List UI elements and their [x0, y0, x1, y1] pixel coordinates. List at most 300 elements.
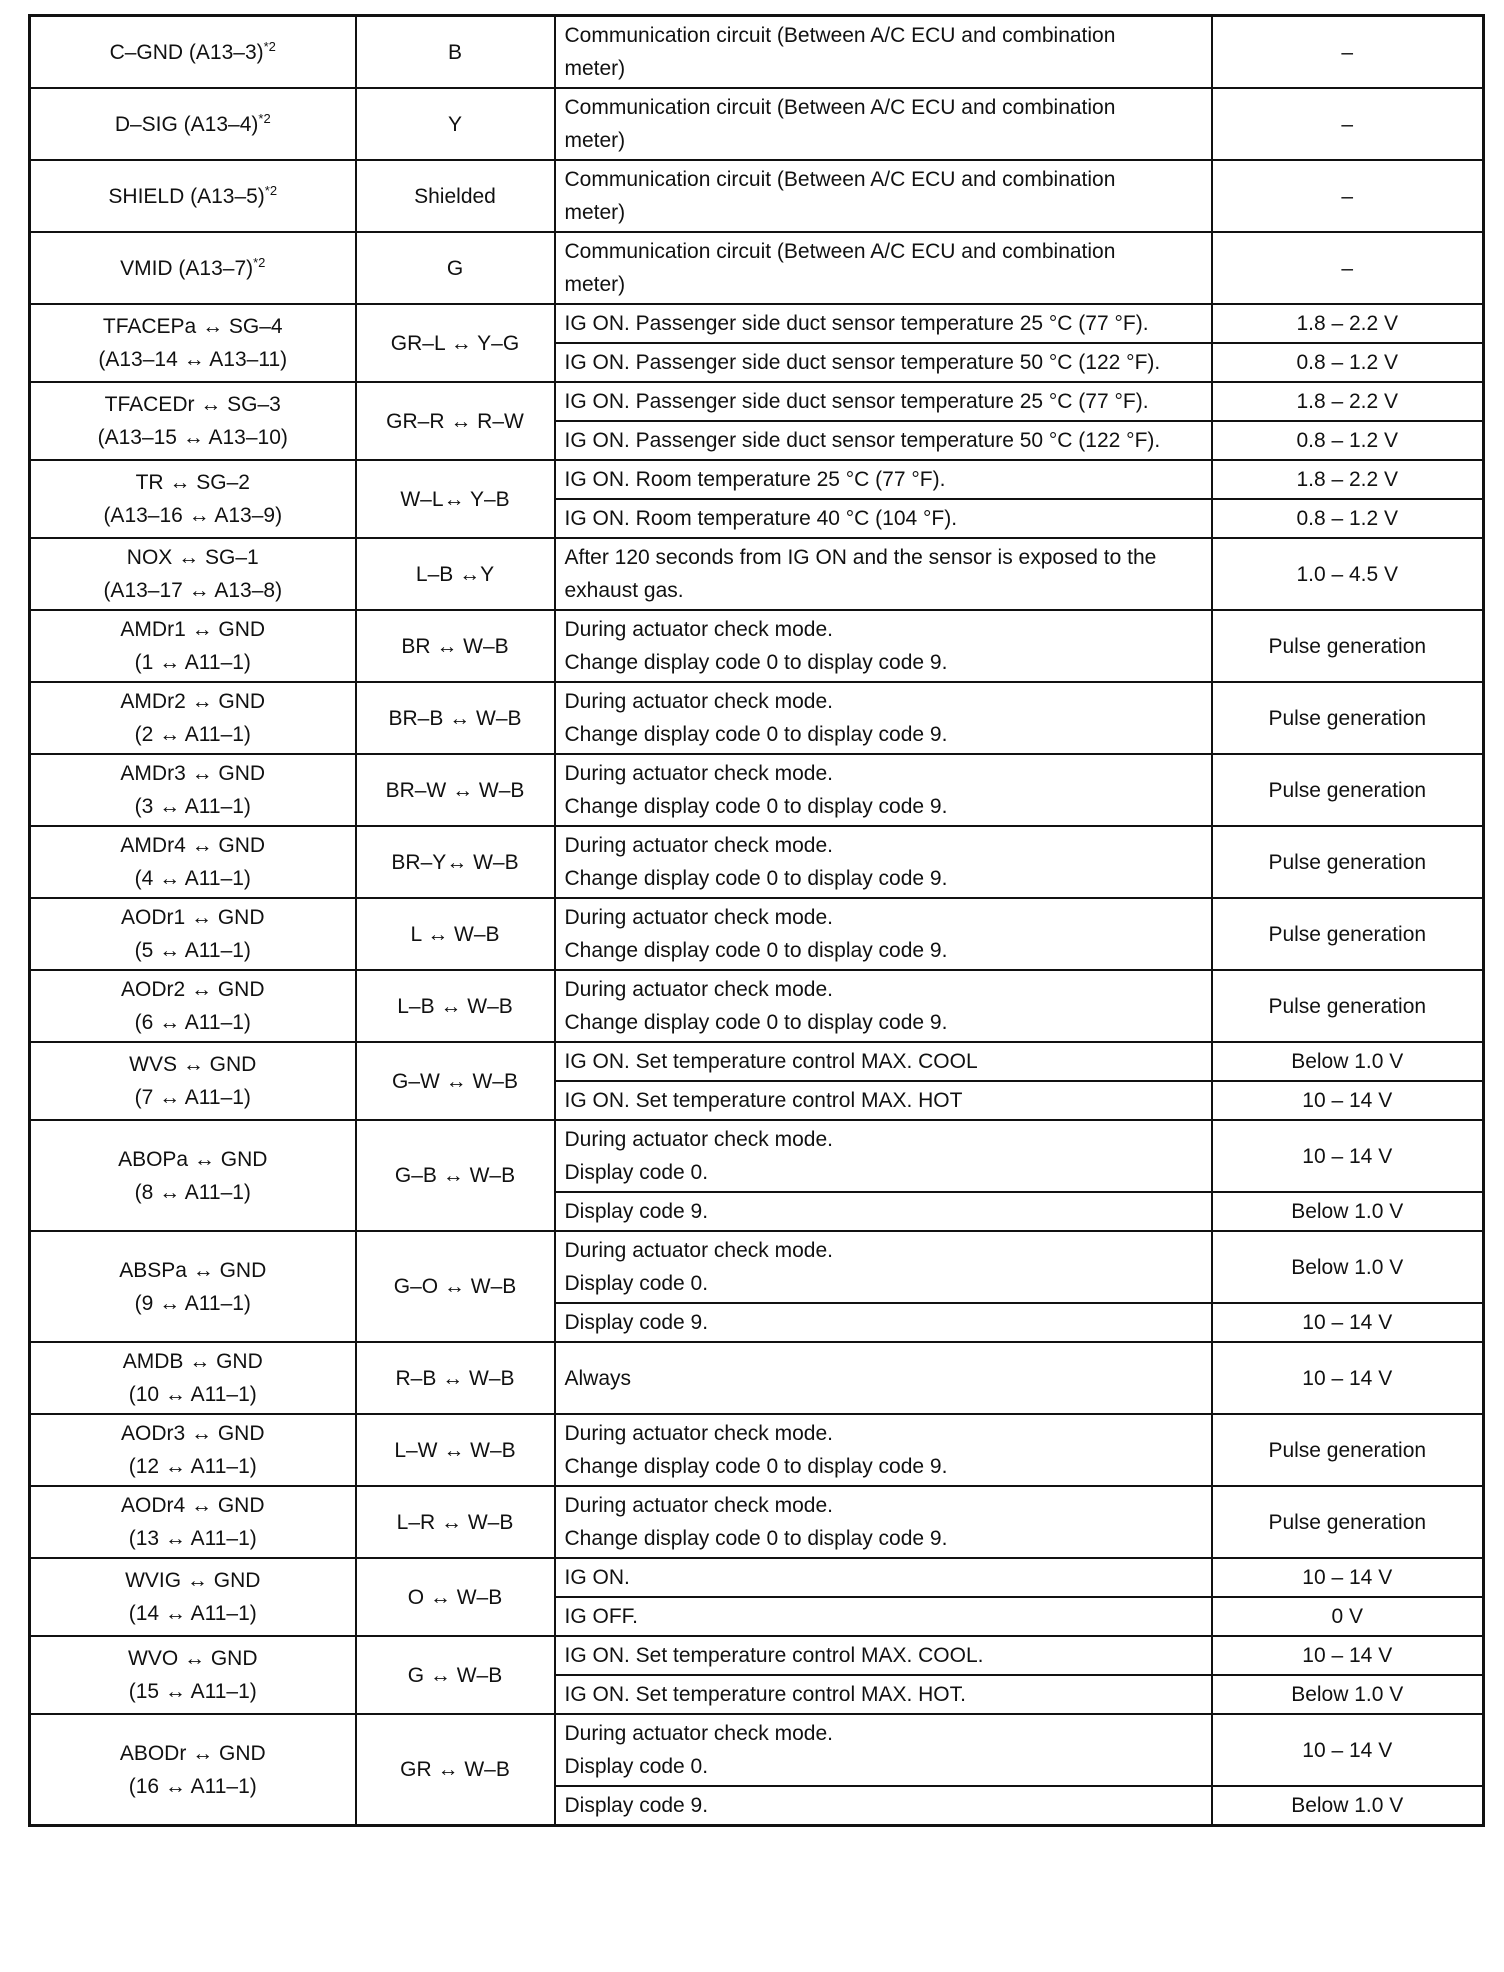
wiring-color-cell	[356, 232, 555, 304]
condition-line: Display code 0.	[564, 1161, 709, 1184]
wiring-color-cell	[356, 1042, 555, 1120]
terminal-line	[40, 1642, 346, 1675]
table-row	[30, 16, 1484, 89]
specified-condition-cell	[1212, 538, 1484, 610]
condition-cell	[555, 1120, 1212, 1192]
condition-line: Display code 9.	[564, 1200, 709, 1223]
terminal-text: C–GND (A13–3)	[109, 40, 264, 64]
specified-condition: 10 – 14 V	[1302, 1644, 1393, 1667]
terminal-line	[40, 790, 346, 823]
condition-line: Display code 0.	[564, 1755, 709, 1778]
terminal-text: (1 ↔ A11–1)	[134, 651, 251, 674]
specified-condition: Pulse generation	[1268, 994, 1427, 1018]
specified-condition-cell	[1212, 1486, 1484, 1558]
terminal-text: ABOPa ↔ GND	[118, 1147, 268, 1171]
condition-cell	[555, 499, 1212, 538]
specified-condition: 0.8 – 1.2 V	[1296, 429, 1399, 452]
terminal-line	[40, 1048, 346, 1081]
specified-condition-cell	[1212, 1120, 1484, 1192]
specified-condition-cell	[1212, 304, 1484, 343]
condition-line: During actuator check mode.	[564, 1128, 833, 1151]
terminal-line	[40, 934, 346, 967]
table-row	[30, 232, 1484, 304]
specified-condition-cell	[1212, 1081, 1484, 1120]
condition-cell	[555, 1486, 1212, 1558]
terminal-line	[40, 1378, 346, 1411]
condition-line: Display code 0.	[564, 1272, 709, 1295]
terminal-cell	[30, 304, 356, 382]
terminal-line	[40, 718, 346, 751]
terminal-line	[40, 829, 346, 862]
table-row	[30, 160, 1484, 232]
terminal-line	[40, 466, 346, 499]
specified-condition-cell	[1212, 1675, 1484, 1714]
terminal-text: (5 ↔ A11–1)	[134, 939, 251, 962]
condition-cell	[555, 88, 1212, 160]
condition-line: During actuator check mode.	[564, 762, 833, 785]
condition-cell	[555, 1042, 1212, 1081]
specified-condition: –	[1341, 112, 1354, 136]
terminal-line	[40, 1006, 346, 1039]
condition-cell	[555, 16, 1212, 89]
specified-condition: Pulse generation	[1268, 850, 1427, 874]
terminal-line	[40, 1450, 346, 1483]
condition-cell	[555, 1786, 1212, 1826]
specified-condition-cell	[1212, 421, 1484, 460]
specified-condition: 1.0 – 4.5 V	[1296, 562, 1399, 586]
specified-condition-cell	[1212, 682, 1484, 754]
specified-condition: 1.8 – 2.2 V	[1296, 312, 1399, 335]
specified-condition: 0 V	[1331, 1605, 1364, 1628]
terminal-line	[40, 388, 346, 421]
specified-condition-cell	[1212, 16, 1484, 89]
specified-condition-cell	[1212, 1786, 1484, 1826]
terminal-text: (7 ↔ A11–1)	[134, 1086, 251, 1109]
condition-line: IG ON. Set temperature control MAX. HOT.	[564, 1683, 966, 1706]
footnote-marker: *2	[263, 38, 276, 54]
specified-condition-cell	[1212, 1714, 1484, 1786]
specified-condition: 0.8 – 1.2 V	[1296, 507, 1399, 530]
condition-cell	[555, 1342, 1212, 1414]
condition-cell	[555, 1714, 1212, 1786]
condition-line: exhaust gas.	[564, 579, 684, 602]
specified-condition-cell	[1212, 754, 1484, 826]
condition-cell	[555, 682, 1212, 754]
condition-cell	[555, 160, 1212, 232]
terminal-line	[40, 310, 346, 343]
condition-line: IG ON. Set temperature control MAX. COOL	[564, 1050, 978, 1073]
specified-condition-cell	[1212, 232, 1484, 304]
wiring-color-cell	[356, 898, 555, 970]
wiring-color-cell	[356, 1486, 555, 1558]
terminal-line	[40, 1522, 346, 1555]
condition-line: IG ON. Passenger side duct sensor temperature 25 °C (77 °F).	[564, 312, 1149, 335]
condition-cell	[555, 1636, 1212, 1675]
table-row	[30, 460, 1484, 499]
specified-condition: 1.8 – 2.2 V	[1296, 390, 1399, 413]
table-row	[30, 1042, 1484, 1081]
condition-cell	[555, 970, 1212, 1042]
terminal-text: (16 ↔ A11–1)	[128, 1774, 257, 1798]
wiring-color: BR ↔ W–B	[401, 634, 509, 658]
terminal-text: (8 ↔ A11–1)	[134, 1180, 251, 1204]
terminal-text: TFACEDr ↔ SG–3	[104, 393, 281, 416]
specified-condition: Below 1.0 V	[1291, 1683, 1404, 1706]
condition-cell	[555, 1231, 1212, 1303]
wiring-color: Shielded	[414, 184, 496, 208]
wiring-color-cell	[356, 1636, 555, 1714]
terminal-cell	[30, 1042, 356, 1120]
wiring-color: B	[447, 40, 462, 64]
specified-condition: Below 1.0 V	[1291, 1255, 1404, 1279]
specified-condition-cell	[1212, 499, 1484, 538]
terminal-cell	[30, 460, 356, 538]
terminal-text: (12 ↔ A11–1)	[128, 1455, 257, 1478]
terminal-cell	[30, 1231, 356, 1342]
terminal-cell	[30, 1636, 356, 1714]
specified-condition-cell	[1212, 1636, 1484, 1675]
condition-cell	[555, 538, 1212, 610]
condition-cell	[555, 754, 1212, 826]
terminal-line	[40, 1287, 346, 1320]
condition-line: IG ON. Passenger side duct sensor temperature 50 °C (122 °F).	[564, 429, 1161, 452]
wiring-color-cell	[356, 682, 555, 754]
condition-line: IG ON. Room temperature 25 °C (77 °F).	[564, 468, 946, 491]
condition-line: During actuator check mode.	[564, 618, 833, 641]
terminal-cell	[30, 88, 356, 160]
table-row	[30, 304, 1484, 343]
specified-condition: Below 1.0 V	[1291, 1050, 1404, 1073]
table-row	[30, 382, 1484, 421]
specified-condition: Below 1.0 V	[1291, 1794, 1404, 1817]
condition-cell	[555, 1303, 1212, 1342]
condition-cell	[555, 421, 1212, 460]
terminal-text: ABODr ↔ GND	[119, 1741, 266, 1765]
terminal-cell	[30, 232, 356, 304]
terminal-cell	[30, 1414, 356, 1486]
terminal-text: NOX ↔ SG–1	[126, 546, 259, 569]
specified-condition-cell	[1212, 460, 1484, 499]
terminal-line	[40, 1176, 346, 1209]
specified-condition: –	[1341, 256, 1354, 280]
terminal-line	[40, 1675, 346, 1708]
specified-condition-cell	[1212, 1303, 1484, 1342]
wiring-color-cell	[356, 754, 555, 826]
condition-line: Communication circuit (Between A/C ECU and combination	[564, 168, 1116, 191]
condition-line: IG ON. Set temperature control MAX. COOL.	[564, 1644, 984, 1667]
terminal-line	[40, 499, 346, 532]
terminal-text: AODr1 ↔ GND	[120, 906, 265, 929]
specified-condition: 10 – 14 V	[1302, 1566, 1393, 1589]
table-row	[30, 1342, 1484, 1414]
table-row	[30, 754, 1484, 826]
specified-condition-cell	[1212, 610, 1484, 682]
specified-condition: Pulse generation	[1268, 706, 1427, 730]
condition-line: During actuator check mode.	[564, 906, 833, 929]
wiring-color-cell	[356, 610, 555, 682]
terminal-text: ABSPa ↔ GND	[119, 1258, 267, 1282]
condition-line: Display code 9.	[564, 1794, 709, 1817]
specified-condition-cell	[1212, 898, 1484, 970]
condition-line: IG ON. Room temperature 40 °C (104 °F).	[564, 507, 958, 530]
specified-condition: Pulse generation	[1268, 1438, 1427, 1462]
wiring-color-cell	[356, 304, 555, 382]
condition-line: Change display code 0 to display code 9.	[564, 651, 948, 674]
specified-condition-cell	[1212, 826, 1484, 898]
wiring-color: L–R ↔ W–B	[396, 1510, 514, 1534]
wiring-color: G ↔ W–B	[407, 1663, 503, 1687]
specified-condition-cell	[1212, 382, 1484, 421]
wiring-color: GR–L ↔ Y–G	[390, 331, 520, 355]
wiring-color: L–B ↔ W–B	[397, 994, 513, 1018]
table-row	[30, 538, 1484, 610]
condition-line: During actuator check mode.	[564, 1722, 833, 1745]
wiring-color-cell	[356, 1414, 555, 1486]
wiring-color: G	[446, 256, 464, 280]
specified-condition: Pulse generation	[1268, 634, 1427, 658]
terminal-line	[40, 862, 346, 895]
wiring-color-cell	[356, 538, 555, 610]
terminal-text: TFACEPa ↔ SG–4	[102, 315, 283, 338]
specified-condition: 0.8 – 1.2 V	[1296, 351, 1399, 374]
terminal-cell	[30, 1558, 356, 1636]
terminal-line	[40, 1081, 346, 1114]
specified-condition-cell	[1212, 1558, 1484, 1597]
wiring-color-cell	[356, 1231, 555, 1342]
terminal-text: (13 ↔ A11–1)	[128, 1527, 257, 1550]
specified-condition: 10 – 14 V	[1302, 1311, 1393, 1334]
table-row	[30, 1486, 1484, 1558]
terminal-text: AODr4 ↔ GND	[120, 1494, 265, 1517]
terminal-cell	[30, 538, 356, 610]
condition-line: Display code 9.	[564, 1311, 709, 1334]
specified-condition: –	[1341, 184, 1354, 208]
terminal-line	[40, 1489, 346, 1522]
terminal-text: AMDB ↔ GND	[122, 1350, 263, 1373]
condition-line: Communication circuit (Between A/C ECU and combination	[564, 240, 1116, 263]
wiring-color: BR–B ↔ W–B	[388, 706, 522, 730]
condition-cell	[555, 610, 1212, 682]
condition-cell	[555, 232, 1212, 304]
terminal-line	[40, 180, 346, 213]
terminal-line	[40, 901, 346, 934]
condition-line: During actuator check mode.	[564, 690, 833, 713]
terminal-text: (15 ↔ A11–1)	[128, 1680, 257, 1703]
condition-cell	[555, 460, 1212, 499]
condition-line: meter)	[564, 57, 626, 80]
wiring-color-cell	[356, 826, 555, 898]
condition-line: meter)	[564, 273, 626, 296]
terminal-cell	[30, 970, 356, 1042]
wiring-color: G–B ↔ W–B	[394, 1164, 516, 1187]
wiring-color: O ↔ W–B	[407, 1585, 503, 1609]
terminal-text: SHIELD (A13–5)	[108, 184, 265, 208]
terminal-text: D–SIG (A13–4)	[114, 112, 259, 136]
wiring-color: W–L↔ Y–B	[400, 487, 510, 511]
terminal-text: (2 ↔ A11–1)	[134, 723, 251, 746]
table-row	[30, 1558, 1484, 1597]
terminal-line	[40, 421, 346, 454]
condition-cell	[555, 343, 1212, 382]
specified-condition-cell	[1212, 1342, 1484, 1414]
terminal-text: AMDr4 ↔ GND	[120, 834, 266, 857]
specified-condition: Pulse generation	[1268, 778, 1427, 802]
condition-line: During actuator check mode.	[564, 1494, 833, 1517]
wiring-color: L ↔ W–B	[410, 922, 500, 946]
terminal-line	[40, 973, 346, 1006]
condition-line: During actuator check mode.	[564, 1422, 833, 1445]
terminal-cell	[30, 160, 356, 232]
terminal-line	[40, 646, 346, 679]
terminal-cell	[30, 610, 356, 682]
specified-condition-cell	[1212, 343, 1484, 382]
condition-line: Change display code 0 to display code 9.	[564, 939, 948, 962]
condition-line: IG ON. Passenger side duct sensor temperature 25 °C (77 °F).	[564, 390, 1149, 413]
wiring-color-cell	[356, 970, 555, 1042]
terminal-line	[40, 343, 346, 376]
terminal-line	[40, 1737, 346, 1770]
condition-line: Change display code 0 to display code 9.	[564, 723, 948, 746]
table-row	[30, 610, 1484, 682]
terminal-line	[40, 757, 346, 790]
condition-line: During actuator check mode.	[564, 834, 833, 857]
wiring-color-cell	[356, 1714, 555, 1826]
terminal-cell	[30, 1120, 356, 1231]
terminal-text: (A13–14 ↔ A13–11)	[98, 348, 288, 371]
wiring-color-cell	[356, 1558, 555, 1636]
wiring-color-cell	[356, 16, 555, 89]
condition-line: IG ON. Passenger side duct sensor temperature 50 °C (122 °F).	[564, 351, 1161, 374]
specified-condition: 10 – 14 V	[1302, 1366, 1393, 1390]
terminal-text: TR ↔ SG–2	[135, 471, 250, 494]
condition-cell	[555, 826, 1212, 898]
condition-cell	[555, 898, 1212, 970]
wiring-color: Y	[447, 112, 462, 136]
terminal-line	[40, 108, 346, 141]
condition-line: IG ON. Set temperature control MAX. HOT	[564, 1089, 963, 1112]
table-row	[30, 1636, 1484, 1675]
table-row	[30, 88, 1484, 160]
condition-line: Communication circuit (Between A/C ECU and combination	[564, 24, 1116, 47]
terminal-cell	[30, 1486, 356, 1558]
footnote-marker: *2	[264, 182, 278, 198]
wiring-color-cell	[356, 1120, 555, 1231]
condition-cell	[555, 1081, 1212, 1120]
condition-line: Change display code 0 to display code 9.	[564, 867, 948, 890]
specified-condition: Pulse generation	[1268, 922, 1427, 946]
table-row	[30, 970, 1484, 1042]
terminal-text: AMDr3 ↔ GND	[120, 762, 266, 785]
wiring-color: R–B ↔ W–B	[395, 1366, 515, 1390]
wiring-color-cell	[356, 460, 555, 538]
terminal-text: (A13–16 ↔ A13–9)	[103, 504, 283, 527]
wiring-color: BR–Y↔ W–B	[391, 850, 519, 874]
table-row	[30, 682, 1484, 754]
condition-line: meter)	[564, 129, 626, 152]
condition-cell	[555, 1192, 1212, 1231]
terminal-line	[40, 1770, 346, 1803]
specified-condition: Below 1.0 V	[1291, 1200, 1404, 1223]
condition-line: Change display code 0 to display code 9.	[564, 795, 948, 818]
terminal-text: WVO ↔ GND	[128, 1647, 258, 1670]
table-row	[30, 826, 1484, 898]
specified-condition-cell	[1212, 1192, 1484, 1231]
condition-line: Change display code 0 to display code 9.	[564, 1455, 948, 1478]
terminal-text: (14 ↔ A11–1)	[128, 1602, 257, 1625]
table-body	[30, 16, 1484, 1826]
terminal-line	[40, 1597, 346, 1630]
terminal-text: (A13–15 ↔ A13–10)	[97, 426, 288, 449]
terminal-cell	[30, 16, 356, 89]
terminal-line	[40, 685, 346, 718]
terminal-line	[40, 252, 346, 285]
footnote-marker: *2	[253, 254, 266, 270]
specified-condition: 10 – 14 V	[1302, 1738, 1393, 1762]
specified-condition-cell	[1212, 1042, 1484, 1081]
terminal-cell	[30, 826, 356, 898]
terminal-cell	[30, 382, 356, 460]
table-row	[30, 898, 1484, 970]
specified-condition-cell	[1212, 1414, 1484, 1486]
wiring-color-cell	[356, 1342, 555, 1414]
terminal-line	[40, 613, 346, 646]
specified-condition: –	[1341, 40, 1354, 64]
wiring-color-cell	[356, 382, 555, 460]
specified-condition: 1.8 – 2.2 V	[1296, 468, 1399, 491]
terminal-text: AMDr2 ↔ GND	[120, 690, 266, 713]
condition-line: During actuator check mode.	[564, 1239, 833, 1262]
terminal-text: (10 ↔ A11–1)	[128, 1383, 257, 1406]
specified-condition-cell	[1212, 1231, 1484, 1303]
condition-line: IG ON.	[564, 1566, 630, 1589]
wiring-color: L–W ↔ W–B	[394, 1438, 516, 1462]
terminal-line	[40, 36, 346, 69]
specified-condition: Pulse generation	[1268, 1510, 1427, 1534]
terminal-inspection-table	[28, 14, 1485, 1827]
condition-cell	[555, 382, 1212, 421]
condition-cell	[555, 1597, 1212, 1636]
specified-condition: 10 – 14 V	[1302, 1089, 1393, 1112]
wiring-color: GR–R ↔ R–W	[386, 409, 524, 433]
terminal-line	[40, 1143, 346, 1176]
table-row	[30, 1120, 1484, 1192]
wiring-color-cell	[356, 88, 555, 160]
footnote-marker: *2	[258, 110, 271, 126]
terminal-line	[40, 1417, 346, 1450]
condition-cell	[555, 304, 1212, 343]
terminal-text: VMID (A13–7)	[120, 256, 254, 280]
condition-line: After 120 seconds from IG ON and the sensor is exposed to the	[564, 546, 1157, 569]
terminal-text: AMDr1 ↔ GND	[120, 618, 266, 641]
terminal-cell	[30, 682, 356, 754]
terminal-text: (4 ↔ A11–1)	[134, 867, 251, 890]
terminal-cell	[30, 1714, 356, 1826]
terminal-text: AODr2 ↔ GND	[120, 978, 265, 1001]
terminal-cell	[30, 754, 356, 826]
wiring-color: L–B ↔Y	[415, 562, 495, 586]
terminal-cell	[30, 1342, 356, 1414]
terminal-text: (6 ↔ A11–1)	[134, 1011, 251, 1034]
wiring-color: G–O ↔ W–B	[393, 1275, 517, 1298]
specified-condition-cell	[1212, 88, 1484, 160]
condition-line: During actuator check mode.	[564, 978, 833, 1001]
specified-condition-cell	[1212, 160, 1484, 232]
wiring-color: G–W ↔ W–B	[391, 1069, 518, 1093]
condition-cell	[555, 1414, 1212, 1486]
wiring-color-cell	[356, 160, 555, 232]
specified-condition-cell	[1212, 1597, 1484, 1636]
terminal-line	[40, 574, 346, 607]
